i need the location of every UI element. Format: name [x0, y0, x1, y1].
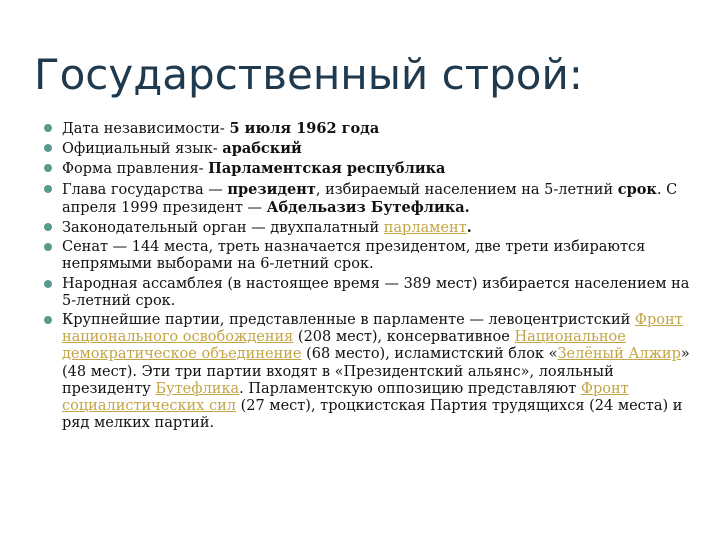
- bullet-dot-icon: [44, 316, 52, 324]
- list-item-independence-date: Дата независимости- 5 июля 1962 года: [42, 120, 692, 138]
- list-item-legislature: Законодательный орган — двухпалатный парламент.: [42, 219, 692, 237]
- link-bouteflika[interactable]: Бутефлика: [155, 380, 240, 397]
- bullet-dot-icon: [44, 243, 52, 251]
- bullet-dot-icon: [44, 144, 52, 152]
- bullet-dot-icon: [44, 164, 52, 172]
- bullet-dot-icon: [44, 124, 52, 132]
- link-green-algeria[interactable]: Зелёный Алжир: [557, 346, 681, 363]
- list-item-parties: Крупнейшие партии, представленные в парламенте — левоцентристский Фронт национального освобождения (208 мест), консервативное Национальное демократическое объединение (68 место), исламистский блок «Зелёный Алжир» (48 мест). Эти три партии входят в «Президентский альянс», лояльный президенту Бутефлика. Парламентскую оппозицию представляют Фронт социалистических сил (27 мест), троцкистская Партия трудящихся (24 места) и ряд мелких партий.: [42, 312, 692, 432]
- slide-title: Государственный строй:: [34, 50, 583, 99]
- bullet-dot-icon: [44, 185, 52, 193]
- list-item-national-assembly: Народная ассамблея (в настоящее время — 389 мест) избирается населением на 5-летний срок.: [42, 276, 692, 310]
- link-fln[interactable]: Фронт национального освобождения: [62, 312, 683, 346]
- link-rnd[interactable]: Национальное демократическое объединение: [62, 329, 626, 363]
- slide-content: [42, 120, 692, 434]
- link-ffs[interactable]: Фронт социалистических сил: [62, 380, 629, 415]
- list-item-senate: Сенат — 144 места, треть назначается президентом, две трети избираются непрямыми выборами на 6-летний срок.: [42, 239, 692, 273]
- bullet-dot-icon: [44, 280, 52, 288]
- link-parliament[interactable]: парламент: [383, 220, 467, 237]
- bullet-list: [42, 120, 692, 432]
- list-item-head-of-state: Глава государства — президент, избираемый населением на 5-летний срок. С апреля 1999 президент — Абдельазиз Бутефлика.: [42, 181, 692, 217]
- bullet-dot-icon: [44, 223, 52, 231]
- list-item-form-of-government: Форма правления- Парламентская республика: [42, 160, 692, 178]
- list-item-official-language: Официальный язык- арабский: [42, 140, 692, 158]
